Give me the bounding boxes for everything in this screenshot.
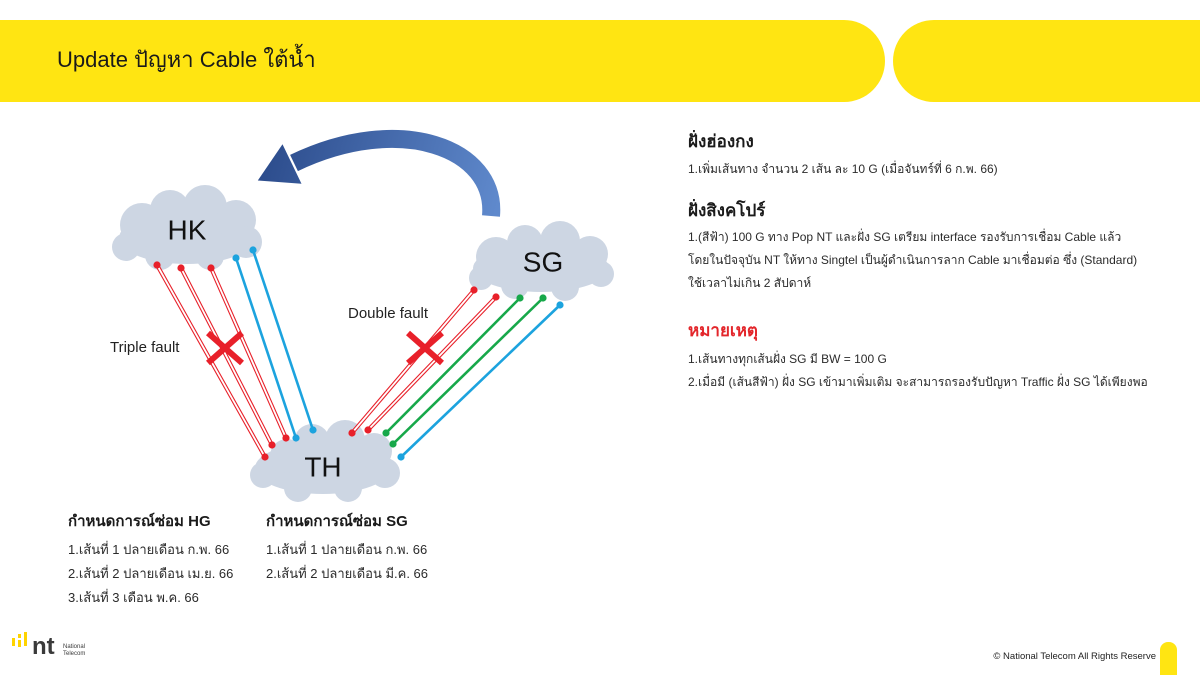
list-item: 1.เพิ่มเส้นทาง จำนวน 2 เส้น ละ 10 G (เมื่อจันทร์ที่ 6 ก.พ. 66) — [688, 162, 998, 176]
logo-name-line-2: Telecom — [63, 651, 86, 657]
th-sg-green-endpoint-2 — [389, 440, 396, 447]
double-fault-x-mark-icon — [408, 333, 442, 363]
th-sg-blue-endpoint-1 — [397, 453, 404, 460]
hk-node-label: HK — [167, 214, 207, 246]
repair-schedule-sg-list — [266, 538, 428, 586]
sg-th-blue-link-1 — [401, 305, 560, 457]
th-node-label: TH — [304, 451, 342, 483]
remarks-details — [688, 348, 1194, 394]
sg-blue-endpoint-1 — [556, 301, 563, 308]
th-hk-blue-endpoint-2 — [309, 426, 316, 433]
singapore-section — [688, 199, 1194, 223]
singapore-details — [688, 226, 1194, 295]
hong-kong-details — [688, 158, 1194, 181]
sg-green-endpoint-2 — [539, 294, 546, 301]
nt-logo — [10, 628, 100, 668]
list-item: 1.เส้นทางทุกเส้นฝั่ง SG มี BW = 100 G — [688, 352, 887, 366]
th-sg-green-endpoint-1 — [382, 429, 389, 436]
sg-green-endpoint-1 — [516, 294, 523, 301]
hong-kong-heading: ฝั่งฮ่องกง — [688, 132, 754, 151]
nt-logo-signal-icon — [10, 630, 32, 650]
sg-node-label: SG — [522, 246, 564, 278]
sg-red-endpoint-1 — [470, 286, 477, 293]
logo-wordmark: nt — [32, 633, 55, 660]
repair-schedule-sg — [266, 511, 428, 586]
th-hk-red-endpoint-1 — [261, 453, 268, 460]
hk-blue-endpoint-1 — [232, 254, 239, 261]
copyright-notice: © National Telecom All Rights Reserve — [993, 651, 1156, 662]
list-item: 1.เส้นที่ 1 ปลายเดือน ก.พ. 66 — [68, 542, 230, 557]
double-fault-label: Double fault — [348, 305, 429, 322]
list-item: 2.เส้นที่ 2 ปลายเดือน มี.ค. 66 — [266, 566, 429, 581]
hk-red-endpoint-3 — [207, 264, 214, 271]
th-hk-red-endpoint-2 — [268, 441, 275, 448]
paragraph-line: 1.(สีฟ้า) 100 G ทาง Pop NT และฝั่ง SG เตรียม interface รองรับการเชื่อม Cable แล้ว — [688, 230, 1122, 244]
hk-red-endpoint-2 — [177, 264, 184, 271]
paragraph-line: โดยในปัจจุบัน NT ให้ทาง Singtel เป็นผู้ดำเนินการลาก Cable มาเชื่อมต่อ ซึ่ง (Standard) — [688, 253, 1138, 267]
th-sg-red-endpoint-2 — [364, 426, 371, 433]
list-item: 1.เส้นที่ 1 ปลายเดือน ก.พ. 66 — [266, 542, 428, 557]
repair-schedule-hg-heading: กำหนดการณ์ซ่อม HG — [68, 513, 211, 530]
th-hk-blue-endpoint-1 — [292, 434, 299, 441]
hong-kong-section — [688, 130, 1194, 154]
corner-yellow-tab — [1160, 642, 1177, 675]
list-item: 3.เส้นที่ 3 เดือน พ.ค. 66 — [68, 590, 199, 605]
sg-red-endpoint-2 — [492, 293, 499, 300]
repair-schedule-hg-list — [68, 538, 233, 610]
logo-company-name — [63, 644, 85, 658]
singapore-heading: ฝั่งสิงคโปร์ — [688, 201, 766, 220]
list-item: 2.เมื่อมี (เส้นสีฟ้า) ฝั่ง SG เข้ามาเพิ่มเติม จะสามารถรองรับปัญหา Traffic ฝั่ง SG ได้เพียงพอ — [688, 375, 1148, 389]
list-item: 2.เส้นที่ 2 ปลายเดือน เม.ย. 66 — [68, 566, 234, 581]
logo-name-line-1: National — [63, 644, 86, 650]
hk-red-endpoint-1 — [153, 261, 160, 268]
remarks-heading: หมายเหตุ — [688, 321, 758, 340]
arrow-body — [294, 139, 491, 216]
paragraph-line: ใช้เวลาไม่เกิน 2 สัปดาห์ — [688, 276, 812, 290]
hk-th-red-link-2 — [181, 268, 272, 445]
remarks-section — [688, 319, 1194, 343]
reroute-curved-arrow-icon — [258, 139, 491, 216]
slide-title: Update ปัญหา Cable ใต้น้ำ — [57, 47, 316, 72]
triple-fault-x-mark-icon — [208, 333, 242, 363]
th-sg-red-endpoint-1 — [348, 429, 355, 436]
triple-fault-label: Triple fault — [110, 339, 180, 356]
th-hk-red-endpoint-3 — [282, 434, 289, 441]
repair-schedule-sg-heading: กำหนดการณ์ซ่อม SG — [266, 513, 408, 530]
repair-schedule-hg — [68, 511, 233, 610]
hk-blue-endpoint-2 — [249, 246, 256, 253]
